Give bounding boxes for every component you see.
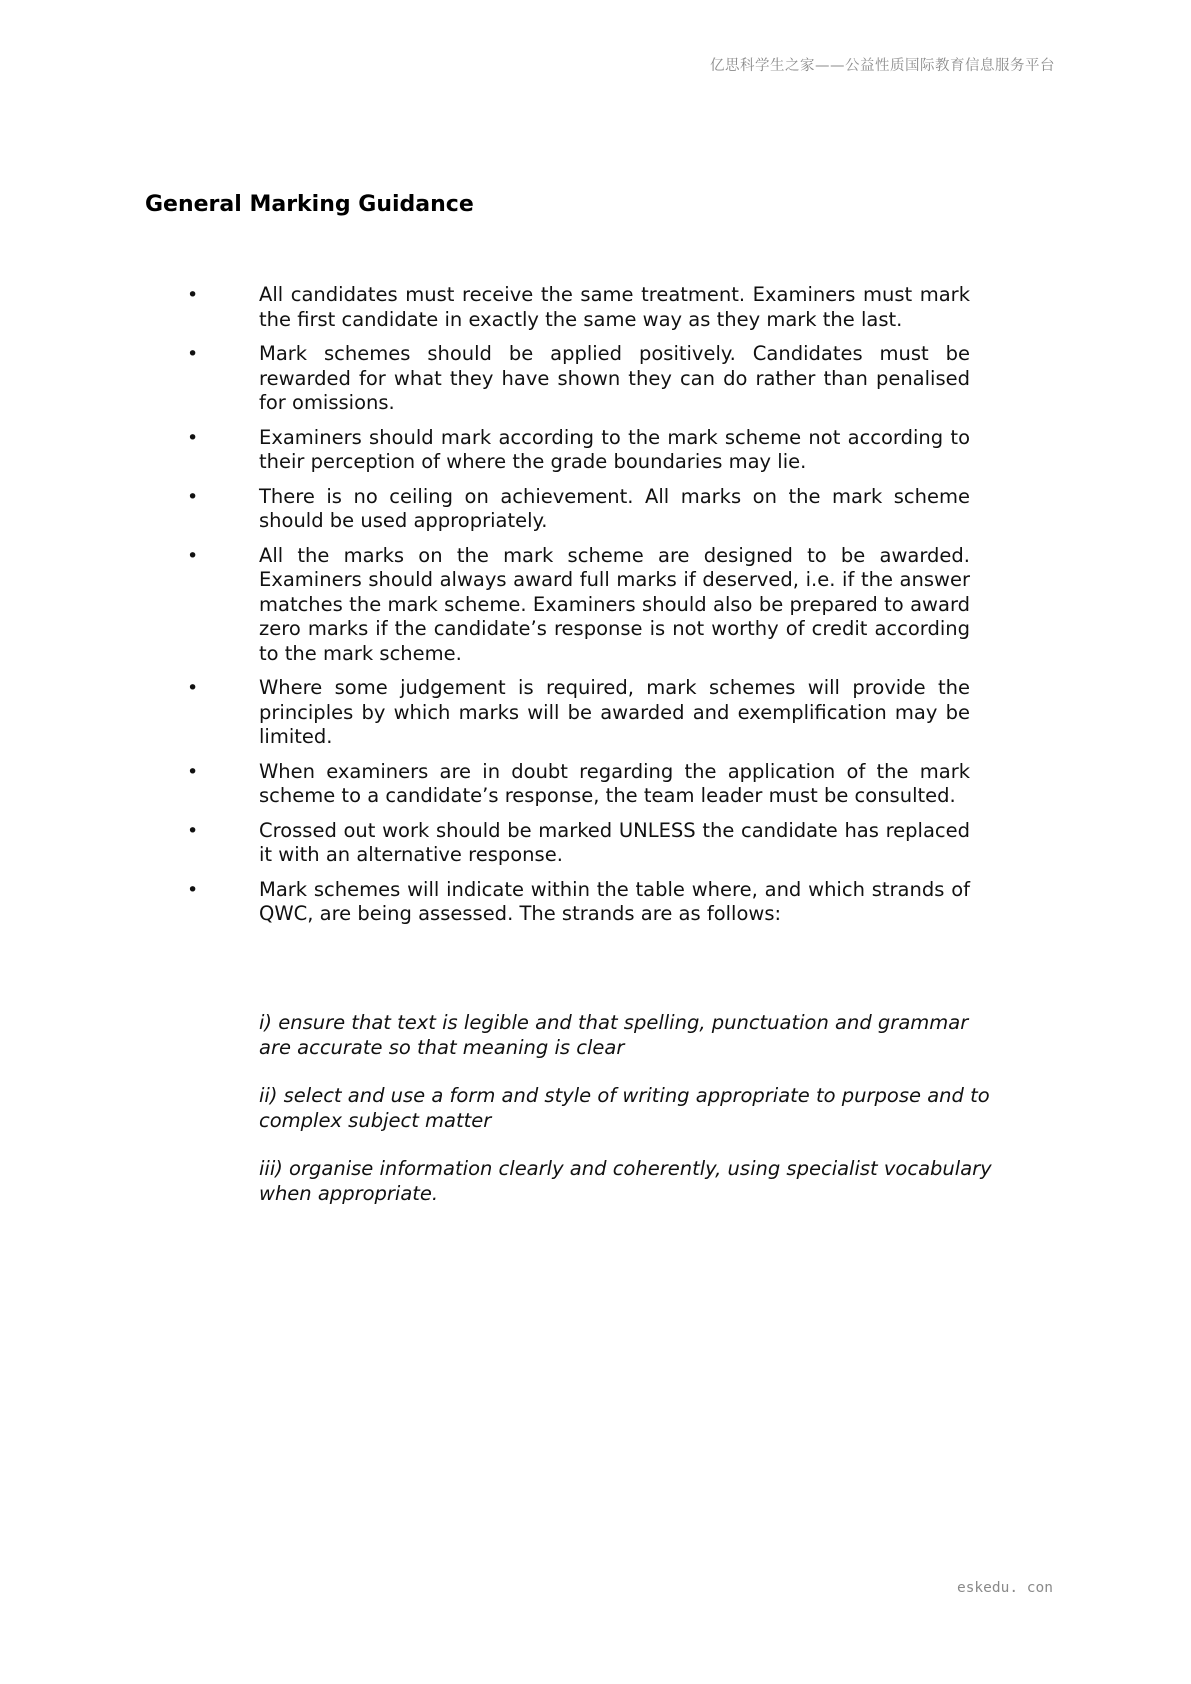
footer-watermark: eskedu. con [956,1580,1053,1596]
bullet-icon: • [187,284,199,306]
guidance-item-5 [187,544,970,667]
guidance-item-7 [187,760,970,809]
guidance-item-6 [187,676,970,750]
guidance-item-2 [187,342,970,416]
guidance-item-4 [187,485,970,534]
guidance-text: Crossed out work should be marked UNLESS the candidate has replaced it with an alternative response. [259,818,970,866]
bullet-icon: • [187,426,199,449]
bullet-icon: • [187,343,199,365]
guidance-text: Mark schemes will indicate within the table where, and which strands of QWC, are being assessed. The strands are as follows: [259,877,970,925]
header-watermark: 亿思科学生之家——公益性质国际教育信息服务平台 [710,58,1055,74]
guidance-item-8 [187,819,970,868]
guidance-item-1 [187,283,970,332]
guidance-text: Examiners should mark according to the mark scheme not according to their perception of where the grade boundaries may lie. [259,425,970,473]
bullet-icon: • [187,878,199,901]
guidance-text: Where some judgement is required, mark schemes will provide the principles by which marks will be awarded and exemplification may be limited. [259,676,970,748]
guidance-item-3 [187,426,970,475]
guidance-text: All candidates must receive the same treatment. Examiners must mark the first candidate in exactly the same way as they mark the last. [259,283,970,331]
bullet-icon: • [187,760,199,783]
qwc-strands [259,1011,999,1230]
guidance-text: All the marks on the mark scheme are designed to be awarded. Examiners should always award full marks if deserved, i.e. if the answer matches the mark scheme. Examiners should also be prepared to award zero marks if the candidate’s response is not worthy of credit according to the mark scheme. [259,543,970,665]
guidance-text: Mark schemes should be applied positively. Candidates must be rewarded for what they have shown they can do rather than penalised for omissions. [259,342,970,414]
page-title: General Marking Guidance [145,192,474,217]
bullet-icon: • [187,485,199,508]
guidance-list [187,283,970,937]
bullet-icon: • [187,677,199,699]
bullet-icon: • [187,819,199,842]
qwc-strand-iii: iii) organise information clearly and coherently, using specialist vocabulary when appropriate. [259,1157,992,1205]
guidance-text: When examiners are in doubt regarding the application of the mark scheme to a candidate’s response, the team leader must be consulted. [259,759,970,807]
qwc-strand-ii: ii) select and use a form and style of writing appropriate to purpose and to complex subject matter [259,1084,990,1132]
guidance-item-9 [187,878,970,927]
qwc-strand-i: i) ensure that text is legible and that spelling, punctuation and grammar are accurate so that meaning is clear [259,1011,969,1059]
bullet-icon: • [187,544,199,567]
guidance-text: There is no ceiling on achievement. All marks on the mark scheme should be used appropriately. [259,484,970,532]
